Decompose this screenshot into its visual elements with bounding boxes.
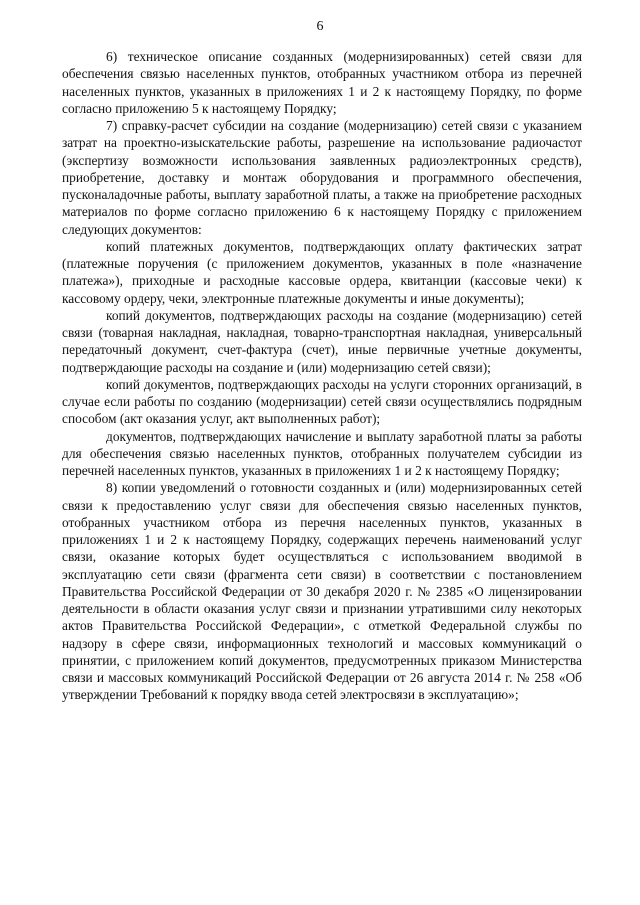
paragraph-item-8: 8) копии уведомлений о готовности созданных и (или) модернизированных сетей связи к предоставлению услуг связи для обеспечения связью населенных пунктов, отобранных участником отбора из перечня населенных пунктов, указанных в приложениях 1 и 2 к настоящему Порядку, содержащих перечень наименований услуг связи, оказание которых будет осуществляться с использованием вводимой в эксплуатацию сети связи (фрагмента сети связи) в соответствии с постановлением Правительства Российской Федерации от 30 декабря 2020 г. № 2385 «О лицензировании деятельности в области оказания услуг связи и признании утратившими силу некоторых актов Правительства Российской Федерации», с отметкой Федеральной службы по надзору в сфере связи, информационных технологий и массовых коммуникаций о принятии, с приложением копий документов, предусмотренных приказом Министерства связи и массовых коммуникаций Российской Федерации от 26 августа 2014 г. № 258 «Об утверждении Требований к порядку ввода сетей электросвязи в эксплуатацию»; bbox=[62, 480, 582, 703]
paragraph-salary-documents: документов, подтверждающих начисление и выплату заработной платы за работы для обеспечения связью населенных пунктов, отобранных получателем субсидии из перечней населенных пунктов, указанных в приложениях 1 и 2 к настоящему Порядку; bbox=[62, 428, 582, 478]
document-body bbox=[62, 48, 582, 704]
paragraph-payment-documents: копий платежных документов, подтверждающих оплату фактических затрат (платежные поручения (с приложением документов, указанных в поле «назначение платежа»), приходные и расходные кассовые ордера, квитанции (кассовые чеки) к кассовому ордеру, чеки, электронные платежные документы и иные документы); bbox=[62, 238, 582, 306]
paragraph-item-7: 7) справку-расчет субсидии на создание (модернизацию) сетей связи с указанием затрат на проектно-изыскательские работы, разрешение на использование радиочастот (экспертизу возможности использования заявленных радиоэлектронных средств), приобретение, доставку и монтаж оборудования и программного обеспечения, пусконаладочные работы, выплату заработной платы, а также на приобретение расходных материалов по форме согласно приложению 6 к настоящему Порядку с приложением следующих документов: bbox=[62, 118, 582, 237]
paragraph-item-6: 6) техническое описание созданных (модернизированных) сетей связи для обеспечения связью населенных пунктов, отобранных участником отбора из перечней населенных пунктов, указанных в приложениях 1 и 2 к настоящему Порядку, по форме согласно приложению 5 к настоящему Порядку; bbox=[62, 49, 582, 116]
page-number: 6 bbox=[316, 19, 324, 34]
paragraph-contractor-documents: копий документов, подтверждающих расходы на услуги сторонних организаций, в случае если работы по созданию (модернизации) сетей связи осуществлялись подрядным способом (акт оказания услуг, акт выполненных работ); bbox=[62, 376, 582, 427]
paragraph-expense-documents: копий документов, подтверждающих расходы на создание (модернизацию) сетей связи (товарная накладная, накладная, товарно-транспортная накладная, универсальный передаточный документ, счет-фактура (счет), иные первичные учетные документы, подтверждающие расходы на создание и (или) модернизацию сетей связи); bbox=[62, 307, 582, 375]
